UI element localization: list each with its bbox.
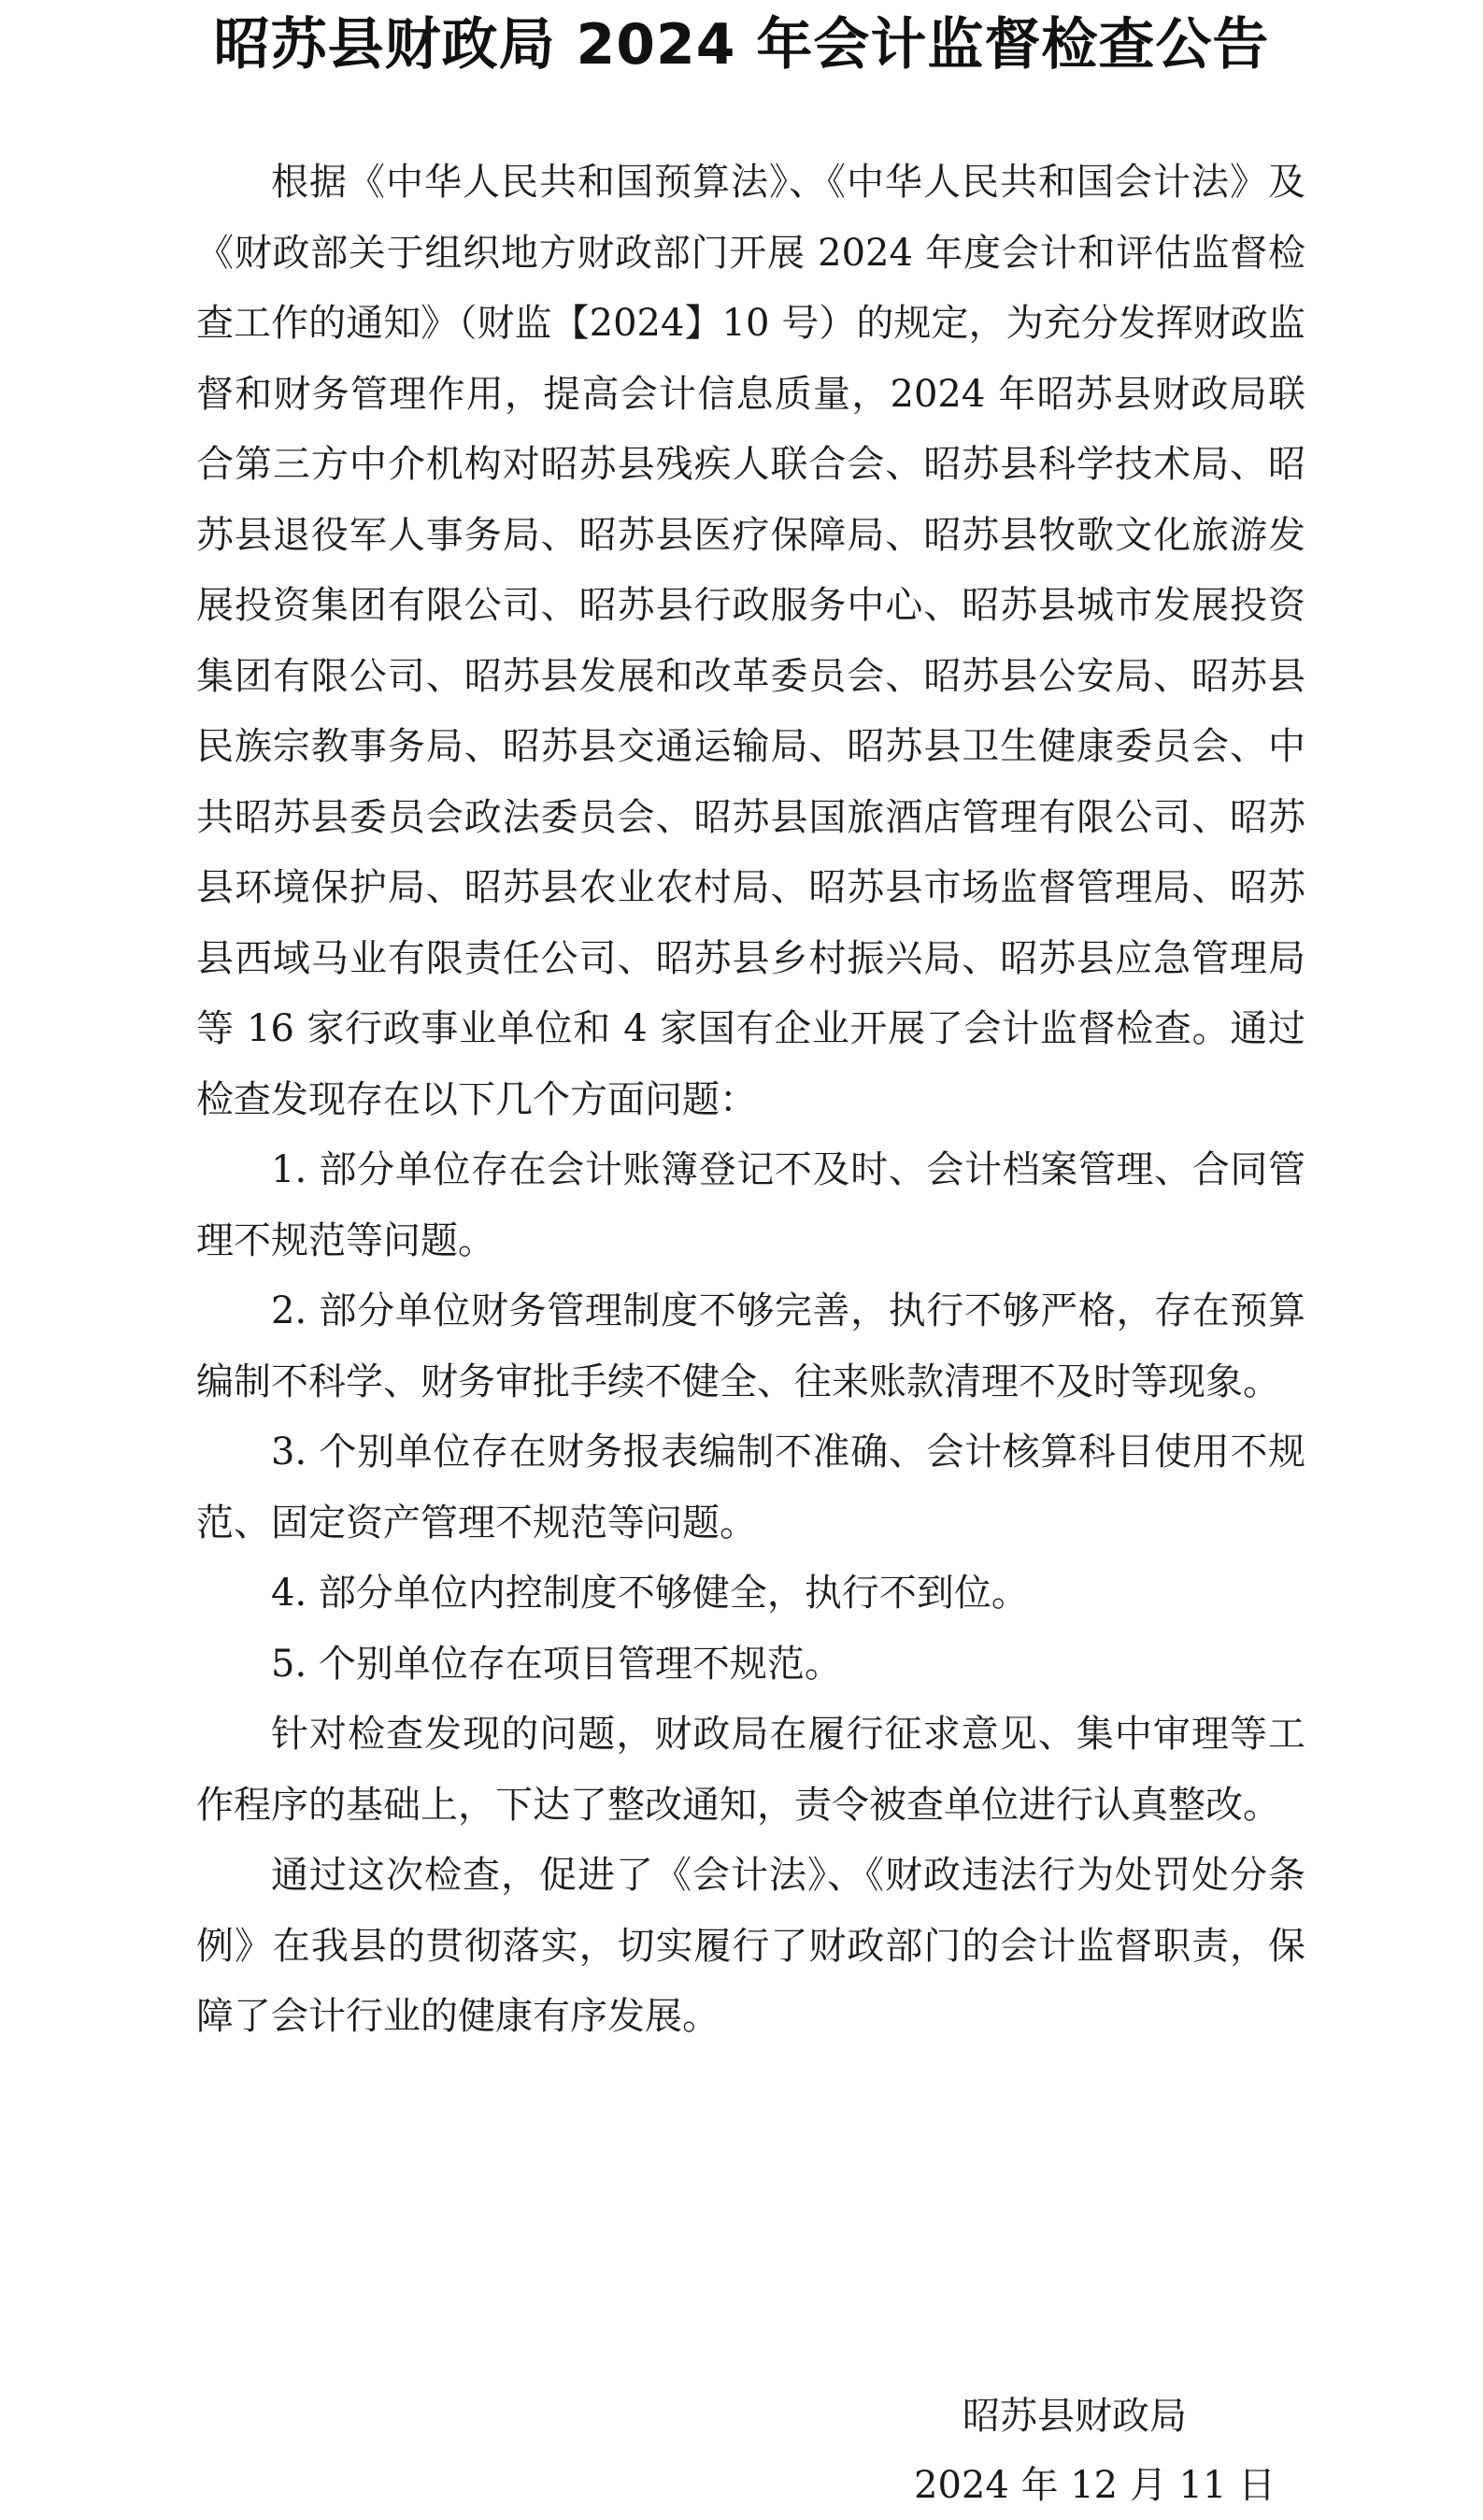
paragraph-issue-5: 5. 个别单位存在项目管理不规范。 <box>271 1642 842 1686</box>
paragraph-issue-1: 1. 部分单位存在会计账簿登记不及时、会计档案管理、合同管理不规范等问题。 <box>196 1148 1305 1262</box>
document-title: 昭苏县财政局 2024 年会计监督检查公告 <box>213 12 1270 78</box>
paragraph-conclusion: 通过这次检查，促进了《会计法》、《财政违法行为处罚处分条例》在我县的贯彻落实，切实履行了财政部门的会计监督职责，保障了会计行业的健康有序发展。 <box>196 1854 1305 2038</box>
paragraph-issue-3: 3. 个别单位存在财务报表编制不准确、会计核算科目使用不规范、固定资产管理不规范等问题。 <box>196 1431 1305 1545</box>
paragraph-issue-4: 4. 部分单位内控制度不够健全，执行不到位。 <box>271 1572 1029 1615</box>
paragraph-intro: 根据《中华人民共和国预算法》、《中华人民共和国会计法》及《财政部关于组织地方财政部门开展 2024 年度会计和评估监督检查工作的通知》（财监【2024】10 号）的规定，为充分发挥财政监督和财务管理作用，提高会计信息质量，2024 年昭苏县财政局联合第三方中介机构对昭苏县残疾人联合会、昭苏县科学技术局、昭苏县退役军人事务局、昭苏县医疗保障局、昭苏县牧歌文化旅游发展投资集团有限公司、昭苏县行政服务中心、昭苏县城市发展投资集团有限公司、昭苏县发展和改革委员会、昭苏县公安局、昭苏县民族宗教事务局、昭苏县交通运输局、昭苏县卫生健康委员会、中共昭苏县委员会政法委员会、昭苏县国旅酒店管理有限公司、昭苏县环境保护局、昭苏县农业农村局、昭苏县市场监督管理局、昭苏县西域马业有限责任公司、昭苏县乡村振兴局、昭苏县应急管理局等 16 家行政事业单位和 4 家国有企业开展了会计监督检查。通过检查发现存在以下几个方面问题： <box>196 161 1305 1121</box>
signature-date: 2024 年 12 月 11 日 <box>914 2464 1276 2507</box>
document-body <box>196 148 1305 2053</box>
paragraph-rectification: 针对检查发现的问题，财政局在履行征求意见、集中审理等工作程序的基础上，下达了整改通知，责令被查单位进行认真整改。 <box>196 1713 1305 1827</box>
paragraph-issue-2: 2. 部分单位财务管理制度不够完善，执行不够严格，存在预算编制不科学、财务审批手续不健全、往来账款清理不及时等现象。 <box>196 1289 1305 1403</box>
signature-organization: 昭苏县财政局 <box>963 2395 1187 2438</box>
